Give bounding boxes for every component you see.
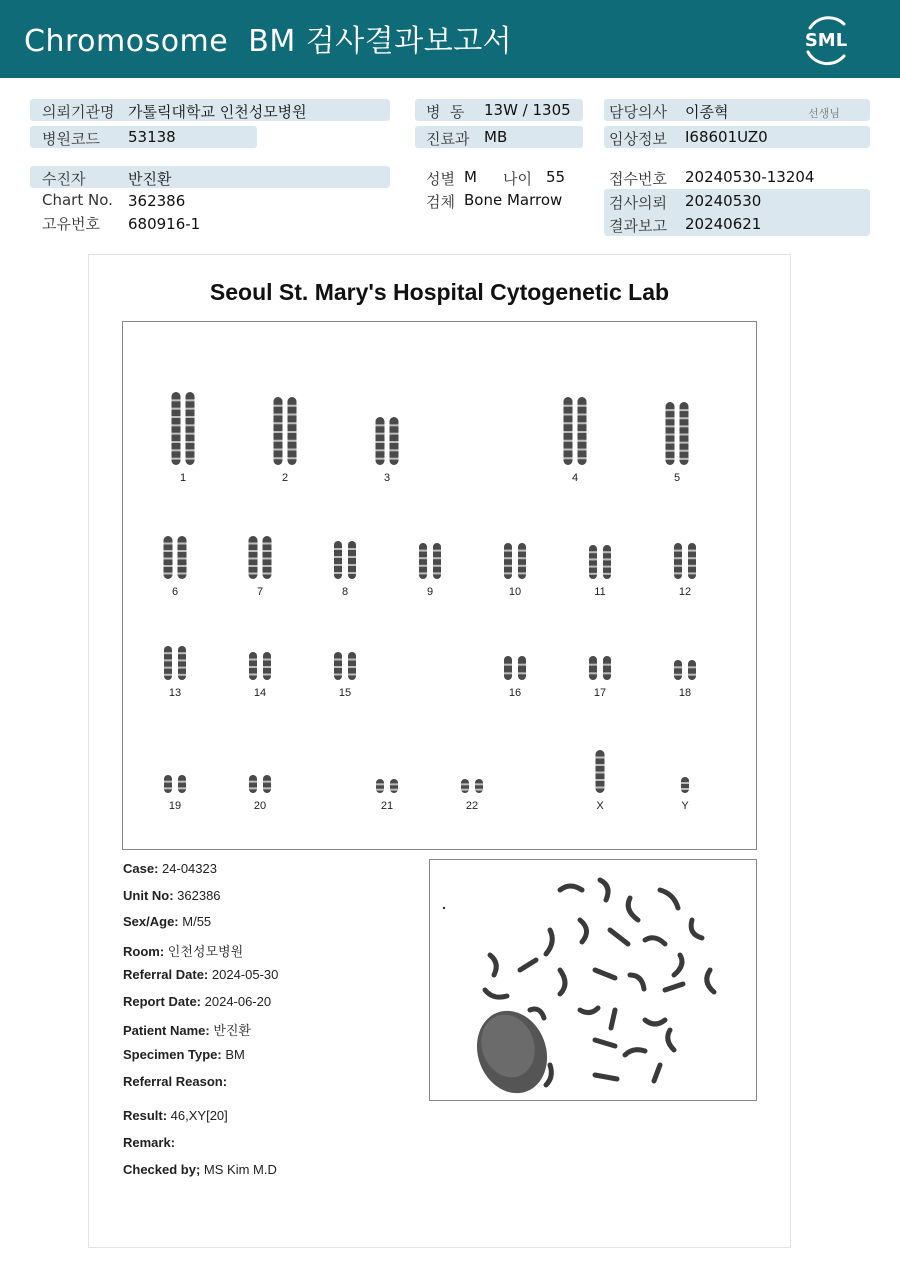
receipt-no-label: 접수번호 — [609, 170, 667, 188]
report-info-label: Sex/Age: — [123, 914, 179, 929]
report-info-label: Checked by; — [123, 1162, 201, 1177]
hospital-code-label: 병원코드 — [42, 130, 100, 148]
chromosome-label-18: 18 — [678, 687, 692, 699]
report-info-row — [123, 861, 217, 876]
chromosome-label-12: 12 — [678, 586, 692, 598]
chromosome-6 — [155, 535, 195, 580]
sml-logo — [796, 12, 856, 66]
chromosome-label-17: 17 — [593, 687, 607, 699]
chromosome-10 — [495, 542, 535, 580]
sex-value: M — [464, 168, 477, 186]
sex-label: 성별 — [426, 170, 455, 188]
chromosome-label-13: 13 — [168, 687, 182, 699]
chromosome-13 — [155, 645, 195, 681]
chromosome-4 — [555, 396, 595, 466]
patient-value: 반진환 — [128, 170, 172, 188]
report-info-row — [123, 994, 271, 1009]
chromosome-22 — [452, 778, 492, 794]
report-info-row — [123, 1162, 277, 1177]
chart-no-label: Chart No. — [42, 191, 113, 209]
hospital-code-value: 53138 — [128, 128, 176, 146]
metaphase-image — [429, 859, 757, 1101]
chromosome-15 — [325, 651, 365, 681]
chromosome-label-7: 7 — [256, 586, 264, 598]
chromosome-X — [580, 749, 620, 794]
institution-value: 가톨릭대학교 인천성모병원 — [128, 103, 307, 121]
ward-label: 병 동 — [426, 103, 465, 121]
chromosome-9 — [410, 542, 450, 580]
report-info-label: Case: — [123, 861, 159, 876]
chromosome-label-6: 6 — [171, 586, 179, 598]
unique-no-value: 680916-1 — [128, 215, 201, 233]
chromosome-label-20: 20 — [253, 800, 267, 812]
chromosome-label-22: 22 — [465, 800, 479, 812]
report-info-row — [123, 1047, 245, 1062]
karyotype-report — [88, 254, 791, 1248]
chromosome-label-19: 19 — [168, 800, 182, 812]
report-info-value: 인천성모병원 — [164, 944, 244, 959]
report-info-label: Room: — [123, 944, 165, 959]
report-info-value: MS Kim M.D — [200, 1162, 277, 1177]
chromosome-2 — [265, 396, 305, 466]
chromosome-1 — [163, 391, 203, 466]
chromosome-19 — [155, 774, 195, 794]
report-info-value: 362386 — [173, 888, 221, 903]
request-date-value: 20240530 — [685, 192, 762, 210]
logo-text: SML — [804, 30, 848, 51]
chromosome-label-9: 9 — [426, 586, 434, 598]
chromosome-label-14: 14 — [253, 687, 267, 699]
report-info-row — [123, 888, 221, 903]
karyogram-panel — [122, 321, 757, 850]
chromosome-3 — [367, 416, 407, 466]
metaphase-spread-picture — [430, 860, 756, 1100]
chromosome-label-4: 4 — [571, 472, 579, 484]
report-info-row — [123, 1020, 251, 1039]
chromosome-label-1: 1 — [179, 472, 187, 484]
report-info-label: Patient Name: — [123, 1023, 210, 1038]
institution-label: 의뢰기관명 — [42, 103, 115, 121]
chromosome-label-16: 16 — [508, 687, 522, 699]
chromosome-21 — [367, 778, 407, 794]
chromosome-label-3: 3 — [383, 472, 391, 484]
chromosome-8 — [325, 540, 365, 580]
chromosome-5 — [657, 401, 697, 466]
clinical-value: I68601UZ0 — [685, 128, 768, 146]
report-info-row — [123, 1108, 228, 1123]
report-info-row — [123, 1135, 175, 1150]
report-info-value: 24-04323 — [158, 861, 217, 876]
chromosome-17 — [580, 655, 620, 681]
report-info-value: 반진환 — [209, 1023, 251, 1038]
report-title: Seoul St. Mary's Hospital Cytogenetic Lab — [209, 279, 670, 305]
chromosome-label-11: 11 — [594, 586, 606, 598]
report-info-label: Referral Date: — [123, 967, 209, 982]
chromosome-16 — [495, 655, 535, 681]
ward-value: 13W / 1305 — [484, 101, 571, 119]
age-value: 55 — [546, 168, 566, 186]
chromosome-label-2: 2 — [281, 472, 289, 484]
chromosome-label-21: 21 — [380, 800, 394, 812]
report-info-row — [123, 941, 243, 960]
report-info-value: BM — [221, 1047, 245, 1062]
request-date-label: 검사의뢰 — [609, 194, 667, 212]
report-info-row — [123, 914, 211, 929]
dept-value: MB — [484, 128, 508, 146]
dept-label: 진료과 — [426, 130, 470, 148]
report-info-label: Remark: — [123, 1135, 176, 1150]
clinical-label: 임상정보 — [609, 130, 667, 148]
chart-no-value: 362386 — [128, 192, 186, 210]
doctor-suffix: 선생님 — [808, 107, 840, 120]
age-label: 나이 — [503, 170, 532, 188]
result-date-label: 결과보고 — [609, 217, 667, 235]
chromosome-12 — [665, 542, 705, 580]
doctor-value: 이종혁 — [685, 103, 729, 121]
chromosome-7 — [240, 535, 280, 580]
chromosome-Y — [665, 776, 705, 794]
chromosome-11 — [580, 544, 620, 580]
chromosome-label-10: 10 — [508, 586, 522, 598]
unique-no-label: 고유번호 — [42, 215, 100, 233]
report-info-row — [123, 1074, 227, 1089]
report-info-value: M/55 — [178, 914, 212, 929]
doctor-label: 담당의사 — [609, 103, 667, 121]
chromosome-18 — [665, 659, 705, 681]
report-info-label: Referral Reason: — [123, 1074, 228, 1089]
report-info-label: Result: — [123, 1108, 168, 1123]
chromosome-label-Y: Y — [681, 800, 689, 812]
chromosome-14 — [240, 651, 280, 681]
chromosome-20 — [240, 774, 280, 794]
chromosome-label-5: 5 — [673, 472, 681, 484]
patient-label: 수진자 — [42, 170, 86, 188]
report-header — [0, 0, 900, 78]
receipt-no-value: 20240530-13204 — [685, 168, 815, 186]
report-info-row — [123, 967, 278, 982]
specimen-value: Bone Marrow — [464, 191, 563, 209]
specimen-label: 검체 — [426, 193, 455, 211]
chromosome-label-15: 15 — [338, 687, 352, 699]
chromosome-label-8: 8 — [341, 586, 349, 598]
report-info-value: 2024-06-20 — [201, 994, 272, 1009]
page-title: Chromosome BM 검사결과보고서 — [24, 24, 513, 59]
result-date-value: 20240621 — [685, 215, 762, 233]
report-info-label: Unit No: — [123, 888, 174, 903]
report-info-label: Specimen Type: — [123, 1047, 222, 1062]
report-info-value: 46,XY[20] — [167, 1108, 228, 1123]
report-info-label: Report Date: — [123, 994, 202, 1009]
chromosome-label-X: X — [596, 800, 604, 812]
report-info-value: 2024-05-30 — [208, 967, 279, 982]
